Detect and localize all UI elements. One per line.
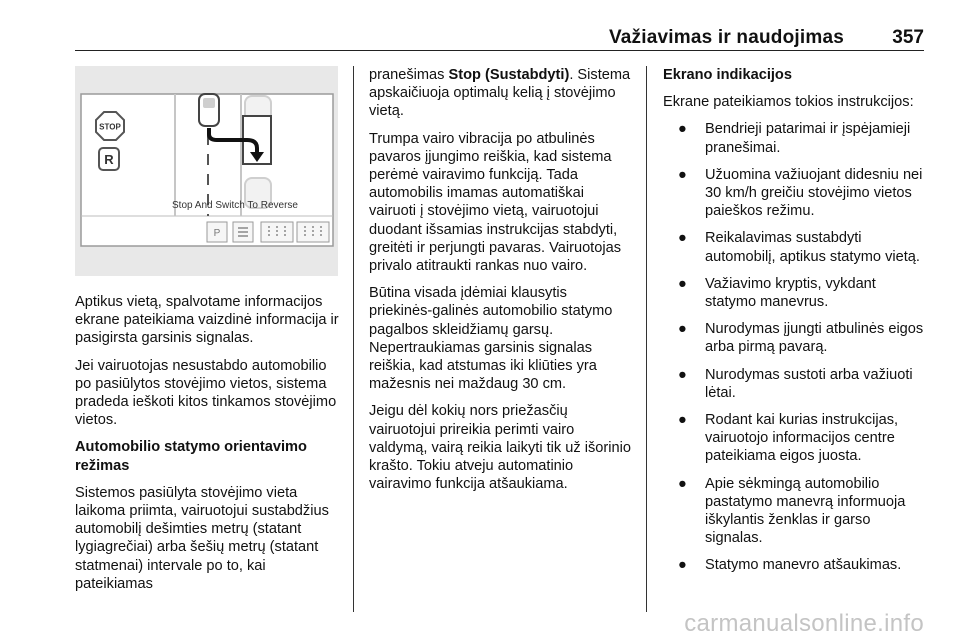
text-run: . Sistema apskaičiuoja optimalų kelią į stovėjimo vietą. [369,67,631,120]
column-2 [369,66,633,502]
page-number: 357 [892,27,924,48]
parking-display-illustration [75,66,338,276]
bullet-icon: ● [678,275,687,292]
paragraph: Trumpa vairo vibracija po atbulinės pavaros įjungimo reiškia, kad sistema perėmė vairavimo funkciją. Tada automobilis imamas automatiškai vairuoti į stovėjimo vietą, vairuotojui duodant išsamias instrukcijas stabdyti, greitėti ir perjungti pavaras. Vairuotojas privalo atitraukti rankas nuo vairo. [369,130,622,275]
section-heading: Ekrano indikacijos [663,67,792,83]
paragraph: Būtina visada įdėmiai klausytis priekinės-galinės automobilio statymo pagalbos skleidžiamų garsų. Nepertraukiamas garsinis signalas reiškia, kad atstumas iki kliūties yra mažesnis nei maždaug 30 cm. [369,285,613,393]
p-icon-label: P [213,228,221,239]
bullet-icon: ● [678,557,687,574]
column-divider [646,66,647,612]
page-header [75,0,924,52]
bullet-icon: ● [678,230,687,247]
list-item-text: Nurodymas sustoti arba važiuoti lėtai. [705,366,913,401]
list-item [663,120,929,156]
reverse-label: R [104,152,114,167]
stop-sign-label: STOP [99,122,121,132]
bullet-icon: ● [678,366,687,383]
header-rule [75,50,924,51]
list-item [663,166,929,221]
list-item-text: Nurodymas įjungti atbulinės eigos arba pirmą pavarą. [705,321,924,356]
section-heading: Automobilio statymo orientavimo režimas [75,439,307,474]
bullet-icon: ● [678,412,687,429]
bullet-icon: ● [678,475,687,492]
paragraph: Sistemos pasiūlyta stovėjimo vieta laikoma priimta, vairuotojui sustabdžius automobilį dešimties metrų (statant lygiagrečiai) arba šešių metrų (statant statmenai) intervale po to, kai pateikiamas [75,484,329,592]
bullet-icon: ● [678,166,687,183]
column-1 [75,293,341,602]
list-item-text: Užuomina važiuojant didesniu nei 30 km/h greičiu stovėjimo vietos paieškos režimu. [705,166,923,220]
instruction-list [663,120,929,574]
chapter-title: Važiavimas ir naudojimas [608,27,844,48]
list-item [663,366,929,402]
parking-display-svg [75,66,338,276]
list-item [663,229,929,265]
list-item [663,556,929,574]
text-run: pranešimas [369,67,449,83]
paragraph [369,66,633,121]
list-item [663,475,929,548]
column-divider [353,66,354,612]
list-item-text: Apie sėkmingą automobilio pastatymo manevrą informuoja iškylantis ženklas ir garso signalas. [705,475,906,547]
paragraph: Jei vairuotojas nesustabdo automobilio po pasiūlytos stovėjimo vietos, sistema pradeda ieškoti kitos tinkamos stovėjimo vietos. [75,357,337,429]
paragraph: Aptikus vietą, spalvotame informacijos ekrane pateikiama vaizdinė informacija ir pasigirsta garsinis signalas. [75,294,339,347]
list-item [663,320,929,356]
list-item-text: Statymo manevro atšaukimas. [705,557,902,574]
list-item-text: Rodant kai kurias instrukcijas, vairuotojo informacijos centre pateikiama eigos juosta. [705,412,899,465]
list-item-text: Bendrieji patarimai ir įspėjamieji pranešimai. [705,121,911,156]
list-item-text: Reikalavimas sustabdyti automobilį, aptikus statymo vietą. [705,230,920,265]
paragraph: Jeigu dėl kokių nors priežasčių vairuotojui prireikia perimti vairo valdymą, vairą reikia laikyti tik už išorinio krašto. Tokiu atveju automatinio vairavimo funkcija atšaukiama. [369,403,631,493]
paragraph: Ekrane pateikiamos tokios instrukcijos: [663,94,914,111]
column-3 [663,66,929,584]
stop-message-label: Stop (Sustabdyti) [448,67,570,83]
display-caption: Stop And Switch To Reverse [172,200,298,211]
bullet-icon: ● [678,121,687,138]
watermark: carmanualsonline.info [684,610,924,637]
list-item [663,275,929,311]
list-item-text: Važiavimo kryptis, vykdant statymo manevrus. [705,275,876,311]
bullet-icon: ● [678,321,687,338]
list-item [663,411,929,466]
